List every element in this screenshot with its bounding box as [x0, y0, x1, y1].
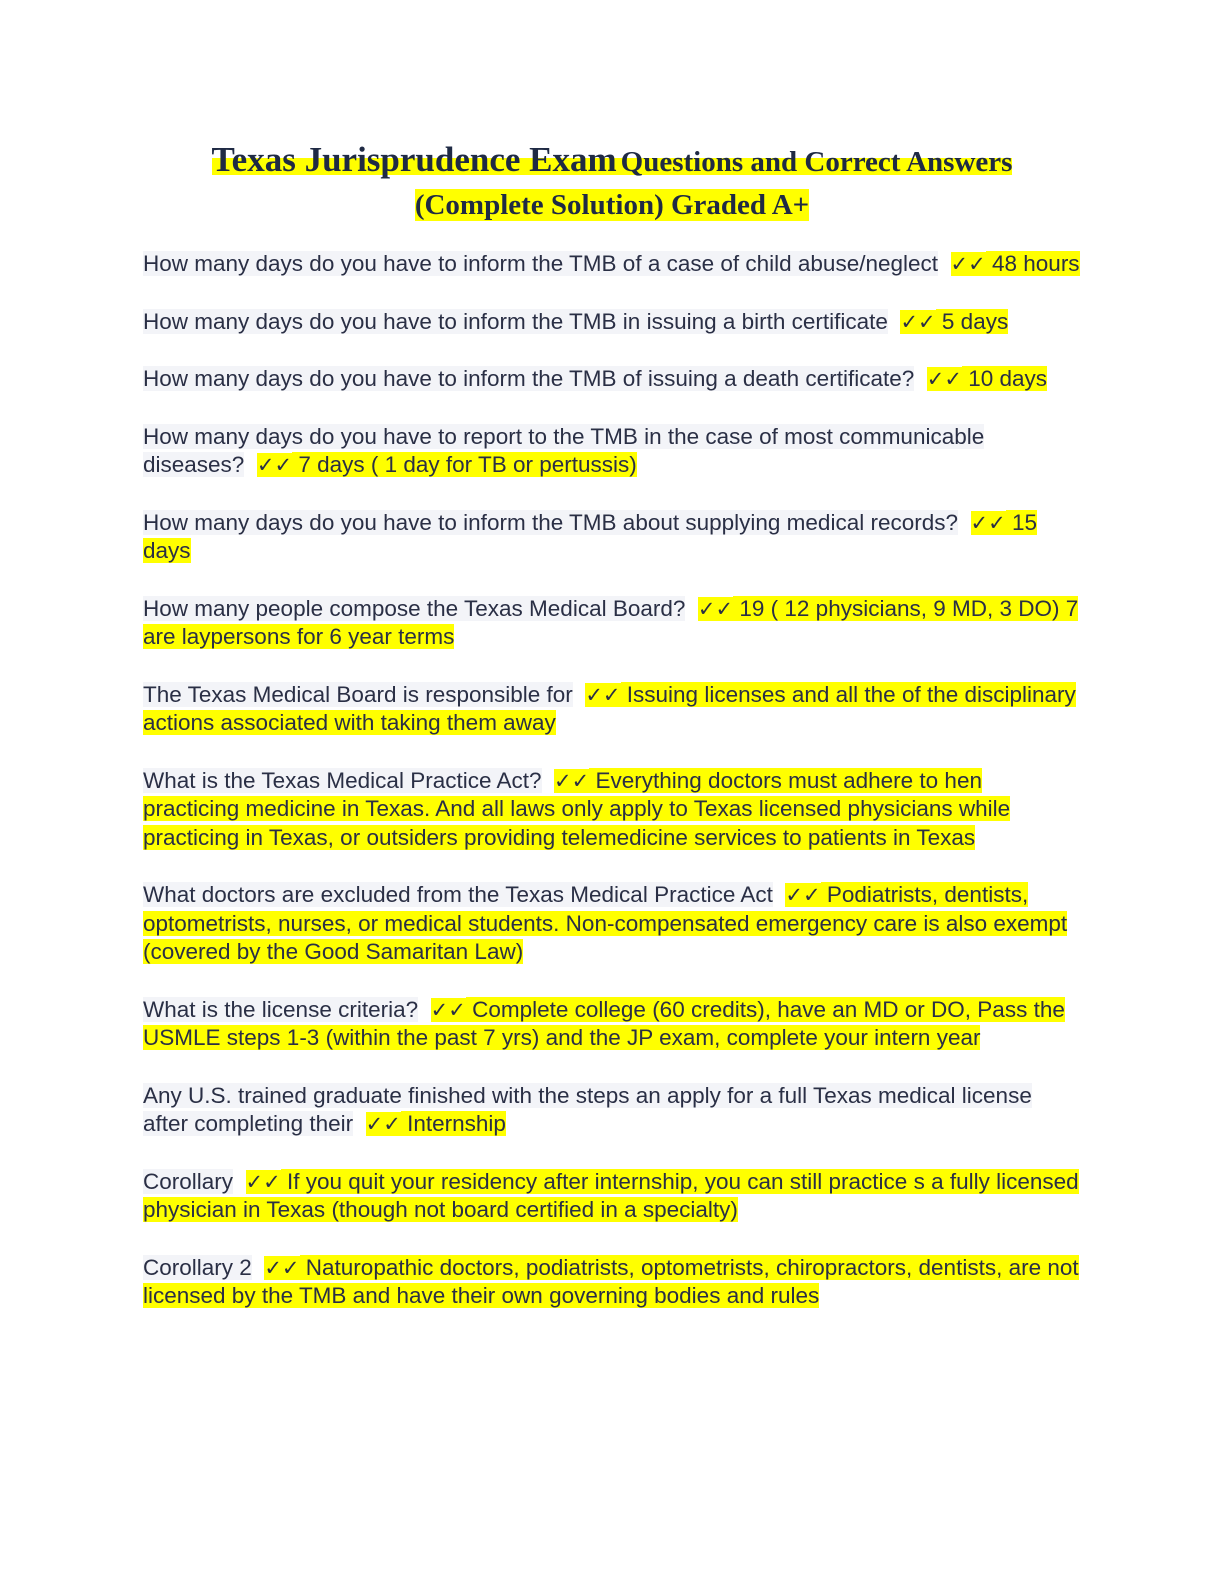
- checkmark-icon: ✓✓: [365, 1112, 401, 1136]
- qa-item: [143, 767, 1083, 853]
- question-text: What is the Texas Medical Practice Act?: [143, 767, 542, 793]
- qa-item: [143, 681, 1083, 738]
- checkmark-icon: ✓✓: [256, 453, 293, 477]
- title-main: Texas Jurisprudence Exam: [211, 140, 617, 179]
- checkmark-icon: ✓✓: [785, 883, 821, 907]
- checkmark-icon: ✓✓: [585, 682, 621, 707]
- qa-item: [143, 250, 1083, 279]
- question-text: What is the license criteria?: [143, 996, 419, 1022]
- question-text: How many days do you have to inform the TMB in issuing a birth certificate: [143, 308, 888, 334]
- question-text: Any U.S. trained graduate finished with the steps an apply for a full Texas medical license after completing their: [143, 1082, 1032, 1136]
- title-subtitle-line2: (Complete Solution) Graded A+: [414, 189, 810, 221]
- checkmark-icon: ✓✓: [926, 367, 962, 391]
- question-text: How many days do you have to inform the TMB of a case of child abuse/neglect: [143, 251, 939, 276]
- title-subtitle-line1: Questions and Correct Answers: [620, 146, 1013, 178]
- qa-item: [143, 1254, 1083, 1311]
- answer-text: 19 ( 12 physicians, 9 MD, 3 DO) 7 are laypersons for 6 year terms: [143, 595, 1079, 649]
- question-text: The Texas Medical Board is responsible for: [143, 681, 573, 707]
- checkmark-icon: ✓✓: [264, 1255, 300, 1280]
- checkmark-icon: ✓✓: [245, 1169, 281, 1194]
- answer-text: 10 days: [968, 366, 1048, 391]
- checkmark-icon: ✓✓: [697, 596, 734, 621]
- answer-text: 15 days: [143, 509, 1038, 563]
- answer-text: Podiatrists, dentists, optometrists, nurses, or medical students. Non-compensated emergency care is also exempt (covered by the Good Samaritan Law): [143, 882, 1068, 964]
- answer-text: Naturopathic doctors, podiatrists, optometrists, chiropractors, dentists, are not licensed by the TMB and have their own governing bodies and rules: [143, 1254, 1079, 1308]
- qa-item: [143, 1082, 1083, 1139]
- qa-item: [143, 365, 1083, 394]
- question-text: What doctors are excluded from the Texas Medical Practice Act: [143, 882, 773, 907]
- answer-text: Complete college (60 credits), have an MD or DO, Pass the USMLE steps 1-3 (within the past 7 yrs) and the JP exam, complete your intern year: [143, 996, 1065, 1050]
- question-text: How many days do you have to report to the TMB in the case of most communicable diseases?: [143, 423, 985, 477]
- question-text: How many days do you have to inform the TMB about supplying medical records?: [143, 509, 958, 535]
- checkmark-icon: ✓✓: [970, 510, 1006, 535]
- answer-text: 5 days: [941, 308, 1009, 334]
- answer-text: Internship: [407, 1111, 506, 1136]
- qa-list: [143, 250, 1083, 1340]
- question-text: How many people compose the Texas Medical Board?: [143, 595, 686, 621]
- question-text: Corollary: [143, 1168, 234, 1194]
- answer-text: 7 days ( 1 day for TB or pertussis): [298, 452, 637, 477]
- question-text: How many days do you have to inform the TMB of issuing a death certificate?: [143, 366, 915, 391]
- answer-text: Issuing licenses and all the of the disciplinary actions associated with taking them away: [143, 681, 1076, 735]
- answer-text: 48 hours: [992, 251, 1080, 276]
- qa-item: [143, 996, 1083, 1053]
- checkmark-icon: ✓✓: [430, 997, 466, 1022]
- checkmark-icon: ✓✓: [554, 768, 590, 793]
- checkmark-icon: ✓✓: [900, 309, 936, 334]
- qa-item: [143, 881, 1083, 967]
- question-text: Corollary 2: [143, 1254, 252, 1280]
- qa-item: [143, 1168, 1083, 1225]
- document-title: [100, 140, 1124, 229]
- checkmark-icon: ✓✓: [950, 252, 986, 276]
- answer-text: If you quit your residency after internship, you can still practice s a fully licensed physician in Texas (though not board certified in a specialty): [143, 1168, 1079, 1222]
- qa-item: [143, 423, 1083, 480]
- answer-text: Everything doctors must adhere to hen practicing medicine in Texas. And all laws only apply to Texas licensed physicians while practicing in Texas, or outsiders providing telemedicine services to patients in Texas: [143, 767, 1011, 850]
- qa-item: [143, 308, 1083, 337]
- qa-item: [143, 509, 1083, 566]
- qa-item: [143, 595, 1083, 652]
